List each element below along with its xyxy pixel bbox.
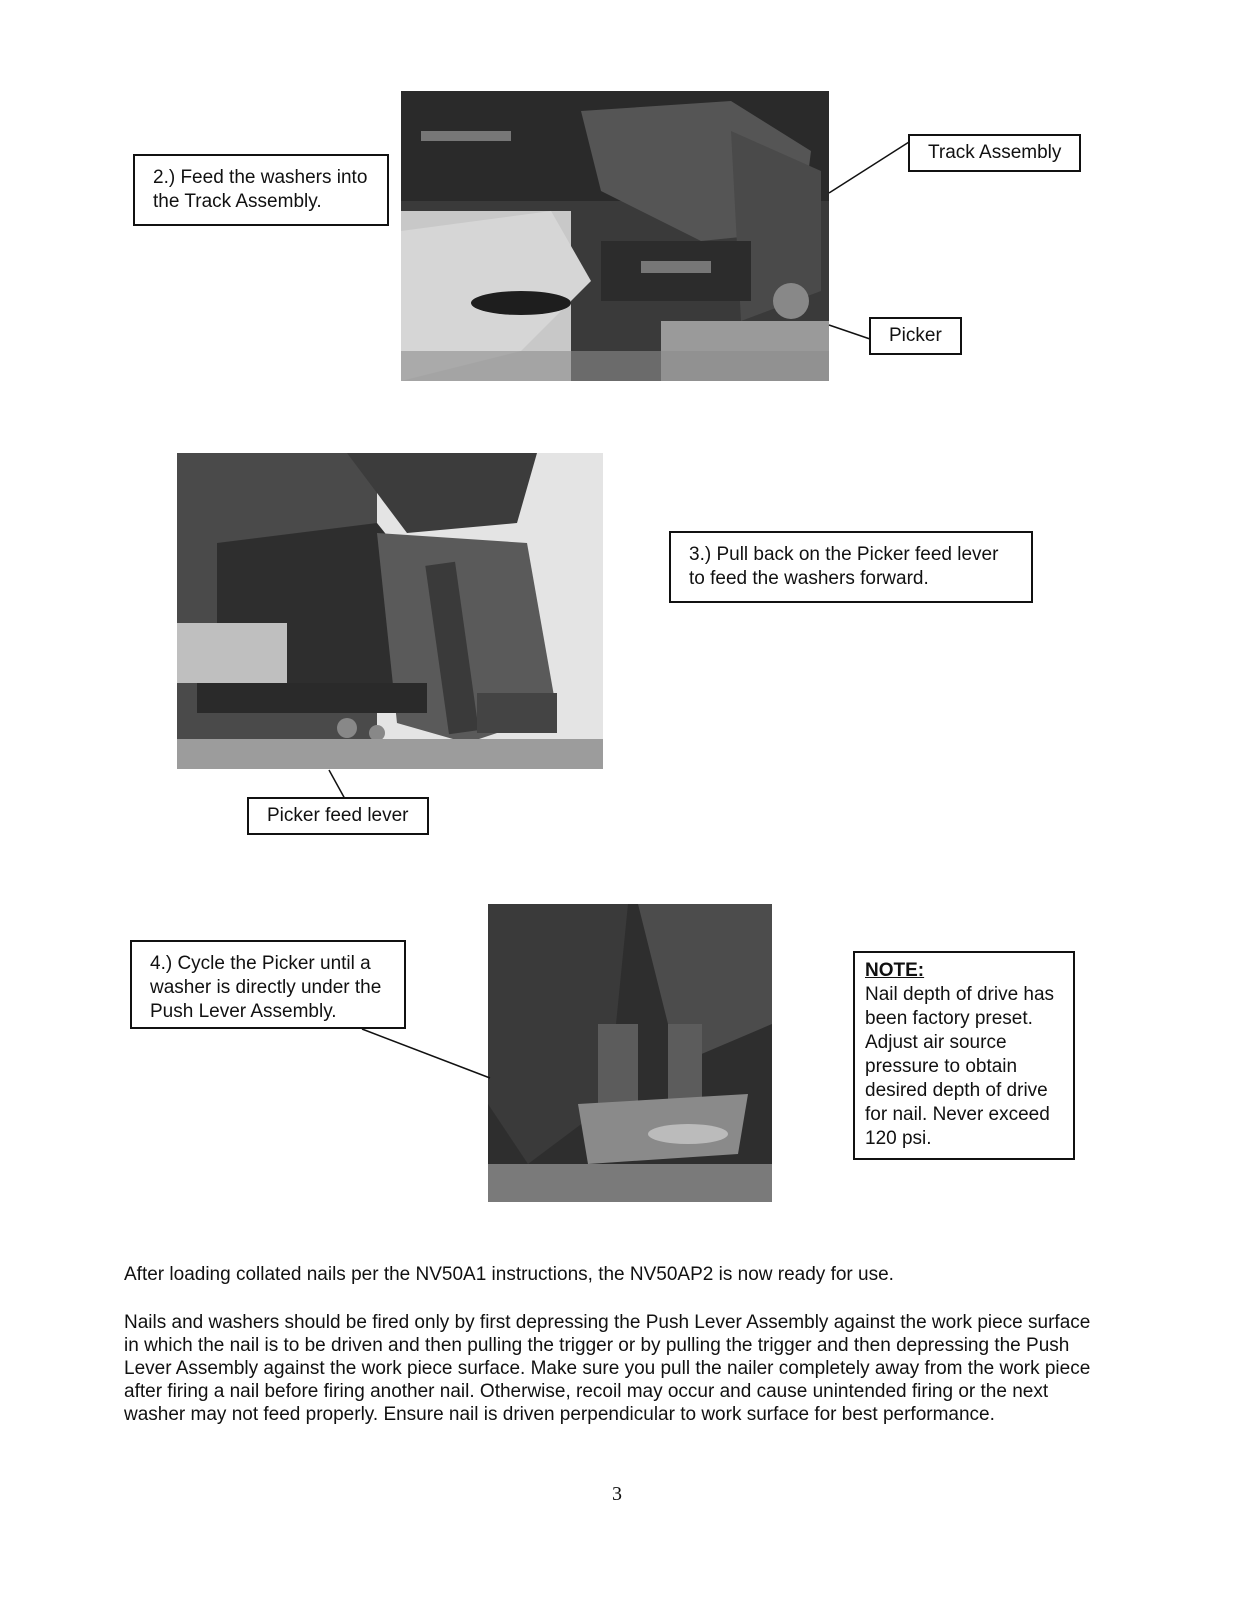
picker-label-text: Picker [889,325,942,346]
step3-text: 3.) Pull back on the Picker feed lever to feed the washers forward. [689,544,999,589]
picker-label [869,317,962,355]
step2-text: 2.) Feed the washers into the Track Assembly. [153,167,368,212]
step4-text: 4.) Cycle the Picker until a washer is directly under the Push Lever Assembly. [150,953,382,1022]
picker-feed-lever-label [247,797,429,835]
picker-feed-lever-label-text: Picker feed lever [267,805,409,826]
step4-callout [130,940,406,1029]
push-lever-photo [488,904,772,1202]
track-assembly-photo [401,91,829,381]
step3-callout [669,531,1033,603]
track-assembly-label [908,134,1081,172]
step2-callout [133,154,389,226]
picker-feed-lever-photo [177,453,603,769]
note-body: Nail depth of drive has been factory preset. Adjust air source pressure to obtain desired depth of drive for nail. Never exceed 120 psi. [865,984,1055,1149]
ready-paragraph: After loading collated nails per the NV50A1 instructions, the NV50AP2 is now ready for use. [124,1264,894,1285]
track-assembly-label-text: Track Assembly [928,142,1062,163]
note-title: NOTE: [865,960,925,981]
page-number: 3 [612,1483,622,1505]
note-box [853,951,1075,1160]
firing-paragraph: Nails and washers should be fired only by first depressing the Push Lever Assembly against the work piece surface in which the nail is to be driven and then pulling the trigger or by pulling the trigger and then depressing the Push Lever Assembly against the work piece surface. Make sure you pull the nailer completely away from the work piece after firing a nail before firing another nail. Otherwise, recoil may occur and cause unintended firing or the next washer may not feed properly. Ensure nail is driven perpendicular to work surface for best performance. [124,1312,1091,1425]
